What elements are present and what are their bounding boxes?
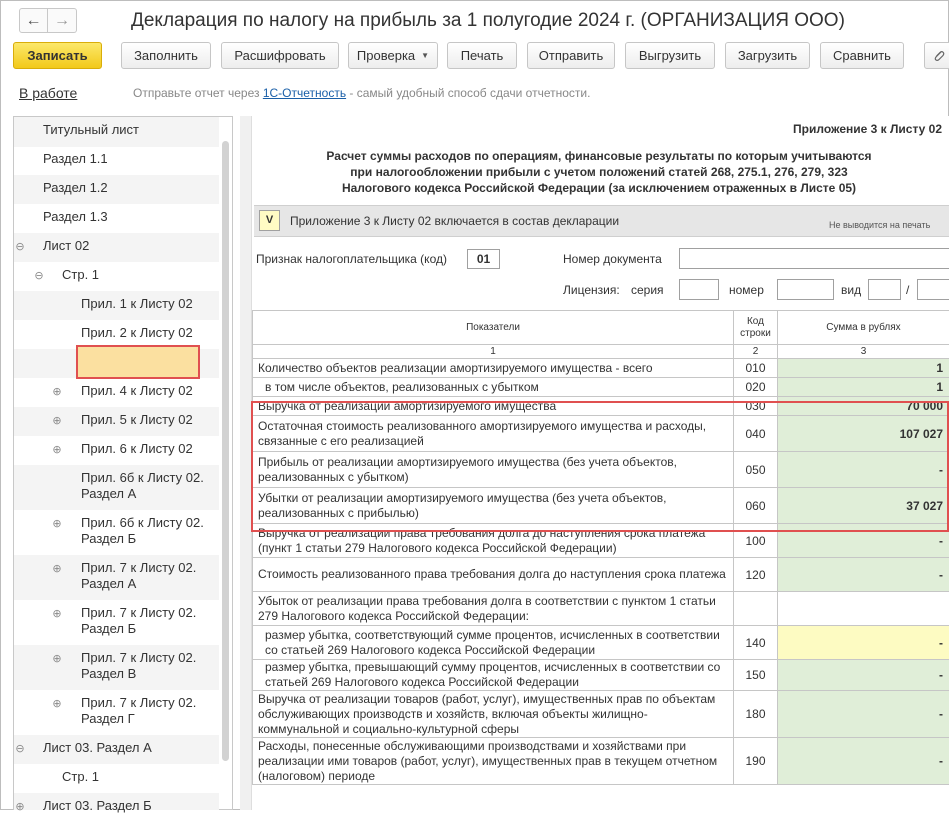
table-row — [253, 452, 949, 488]
tree-item[interactable] — [14, 470, 219, 504]
tree-item-label: Стр. 1 — [62, 267, 99, 283]
row-description: Остаточная стоимость реализованного амортизируемого имущества и расходы, связанные с его реализацией — [253, 416, 734, 452]
row-description: Убытки от реализации амортизируемого имущества (без учета объектов, реализованных с прибылью) — [253, 488, 734, 524]
row-code: 180 — [734, 691, 778, 738]
row-description: Стоимость реализованного права требования долга до наступления срока платежа — [253, 558, 734, 592]
table-row — [253, 626, 949, 660]
table-row — [253, 558, 949, 592]
row-value-cell[interactable]: - — [778, 452, 949, 488]
collapse-icon[interactable]: ⊖ — [14, 239, 26, 255]
expand-icon[interactable]: ⊕ — [51, 696, 63, 712]
row-code: 010 — [734, 359, 778, 378]
col-number: 3 — [778, 345, 949, 359]
tree-item-label: Прил. 7 к Листу 02. Раздел В — [81, 650, 196, 682]
tree-item-label: Титульный лист — [43, 122, 139, 138]
table-row — [253, 359, 949, 378]
table-row — [253, 416, 949, 452]
col-number: 2 — [734, 345, 778, 359]
row-code: 040 — [734, 416, 778, 452]
tree-item[interactable] — [14, 267, 219, 285]
row-code — [734, 592, 778, 626]
send-button[interactable]: Отправить — [527, 42, 615, 69]
row-code: 060 — [734, 488, 778, 524]
info-line — [133, 86, 590, 100]
col-number: 1 — [253, 345, 734, 359]
row-code: 100 — [734, 524, 778, 558]
row-description: размер убытка, соответствующий сумме процентов, исчисленных в соответствии со статьей 269 Налогового кодекса Российской Федерации — [253, 626, 734, 660]
header-code — [734, 311, 778, 345]
form-title-line: Налогового кодекса Российской Федерации (за исключением отраженных в Листе 05) — [255, 180, 943, 196]
expand-icon[interactable]: ⊕ — [51, 651, 63, 667]
row-value-cell[interactable]: 1 — [778, 378, 949, 397]
kind-label: вид — [841, 283, 861, 297]
tree-item[interactable] — [14, 151, 219, 169]
row-value-cell — [778, 592, 949, 626]
taxpayer-label: Признак налогоплательщика (код) — [256, 252, 447, 266]
tree-item-label: Лист 03. Раздел А — [43, 740, 152, 756]
table-row — [253, 397, 949, 416]
number-label: номер — [729, 283, 764, 297]
tree-item[interactable] — [14, 560, 219, 594]
taxpayer-code-field[interactable]: 01 — [467, 249, 500, 269]
row-description: Выручка от реализации права требования долга до наступления срока платежа (пункт 1 статьи 279 Налогового кодекса Российской Федерации) — [253, 524, 734, 558]
info-prefix: Отправьте отчет через — [133, 86, 263, 100]
row-code: 120 — [734, 558, 778, 592]
tree-item[interactable] — [14, 412, 219, 430]
tree-item[interactable] — [14, 441, 219, 459]
tree-selection-highlight — [76, 345, 200, 379]
table-row — [253, 691, 949, 738]
tree-item-label: Прил. 5 к Листу 02 — [81, 412, 193, 428]
header-indicators: Показатели — [253, 311, 734, 345]
fill-button[interactable]: Заполнить — [121, 42, 211, 69]
tree-item-label: Прил. 6б к Листу 02. Раздел А — [81, 470, 204, 502]
row-description: Выручка от реализации товаров (работ, услуг), имущественных прав по объектам обслуживающих производств и хозяйств, включая объекты жилищно-коммунальной и социально-культурной сферы — [253, 691, 734, 738]
collapse-icon[interactable]: ⊖ — [33, 268, 45, 284]
row-value-cell[interactable]: 37 027 — [778, 488, 949, 524]
check-dropdown[interactable] — [348, 42, 438, 69]
header-code-l2: строки — [740, 328, 771, 339]
tree-item-label: Прил. 7 к Листу 02. Раздел А — [81, 560, 196, 592]
compare-button[interactable]: Сравнить — [820, 42, 904, 69]
form-title-line: при налогообложении прибыли с учетом положений статей 268, 275.1, 276, 279, 323 — [255, 164, 943, 180]
appendix-header: Приложение 3 к Листу 02 — [793, 122, 942, 136]
paperclip-icon — [932, 49, 946, 63]
expand-icon[interactable]: ⊕ — [51, 516, 63, 532]
row-description: в том числе объектов, реализованных с убытком — [253, 378, 734, 397]
row-code: 050 — [734, 452, 778, 488]
tree-item-label: Прил. 2 к Листу 02 — [81, 325, 193, 341]
table-row — [253, 378, 949, 397]
collapse-icon[interactable]: ⊖ — [14, 741, 26, 757]
tree-item[interactable] — [14, 383, 219, 401]
check-label: Проверка — [357, 48, 415, 63]
license-label: Лицензия: — [563, 283, 620, 297]
tree-item[interactable] — [14, 798, 219, 816]
row-value-cell[interactable]: - — [778, 558, 949, 592]
form-title-line: Расчет суммы расходов по операциям, финансовые результаты по которым учитываются — [255, 148, 943, 164]
form-left-gutter — [240, 116, 252, 810]
tree-item-label: Прил. 1 к Листу 02 — [81, 296, 193, 312]
row-description: Выручка от реализации амортизируемого имущества — [253, 397, 734, 416]
tree-item[interactable] — [14, 769, 219, 787]
tree-item-label: Стр. 1 — [62, 769, 99, 785]
tree-item-label: Раздел 1.2 — [43, 180, 108, 196]
license-number-field[interactable] — [777, 279, 834, 300]
row-value-cell[interactable]: - — [778, 691, 949, 738]
row-code: 030 — [734, 397, 778, 416]
print-button[interactable]: Печать — [447, 42, 517, 69]
tree-item[interactable] — [14, 296, 219, 314]
row-description: размер убытка, превышающий сумму процентов, исчисленных в соответствии со статьей 269 Налогового кодекса Российской Федерации — [253, 660, 734, 691]
row-code: 190 — [734, 738, 778, 785]
row-value-cell[interactable]: - — [778, 738, 949, 785]
row-description: Количество объектов реализации амортизируемого имущества - всего — [253, 359, 734, 378]
expand-icon[interactable]: ⊕ — [51, 413, 63, 429]
table-row — [253, 488, 949, 524]
tree-item[interactable] — [14, 515, 219, 549]
tree-item[interactable] — [14, 740, 219, 758]
tree-item[interactable] — [14, 180, 219, 198]
tree-item[interactable] — [14, 650, 219, 684]
row-value-cell[interactable]: 107 027 — [778, 416, 949, 452]
tree-scrollbar[interactable] — [222, 141, 229, 761]
expand-icon[interactable]: ⊕ — [51, 384, 63, 400]
include-checkbox[interactable]: V — [259, 210, 280, 231]
row-code: 020 — [734, 378, 778, 397]
header-code-l1: Код — [747, 316, 764, 327]
row-value-cell[interactable]: 1 — [778, 359, 949, 378]
license-kind-field[interactable] — [868, 279, 901, 300]
row-description: Прибыль от реализации амортизируемого имущества (без учета объектов, реализованных с убытком) — [253, 452, 734, 488]
export-button[interactable]: Выгрузить — [625, 42, 715, 69]
table-row — [253, 592, 949, 626]
info-suffix: - самый удобный способ сдачи отчетности. — [346, 86, 590, 100]
tree-item[interactable] — [14, 605, 219, 639]
indicators-table — [252, 310, 949, 785]
attach-button[interactable] — [924, 42, 949, 69]
tree-item[interactable] — [14, 122, 219, 140]
expand-icon[interactable]: ⊕ — [51, 561, 63, 577]
tree-item-label: Лист 03. Раздел Б — [43, 798, 152, 814]
chevron-down-icon: ▼ — [421, 51, 429, 60]
arrow-right-icon: → — [54, 12, 70, 30]
license-series-field[interactable] — [679, 279, 719, 300]
header-sum: Сумма в рублях — [778, 311, 949, 345]
expand-icon[interactable]: ⊕ — [51, 442, 63, 458]
tree-item-label: Лист 02 — [43, 238, 89, 254]
tree-item-label: Раздел 1.3 — [43, 209, 108, 225]
save-button[interactable]: Записать — [13, 42, 102, 69]
import-button[interactable]: Загрузить — [725, 42, 810, 69]
series-label: серия — [631, 283, 664, 297]
row-code: 140 — [734, 626, 778, 660]
license-kind-field-2[interactable] — [917, 279, 949, 300]
tree-item-label: Прил. 6 к Листу 02 — [81, 441, 193, 457]
doc-number-label: Номер документа — [563, 252, 662, 266]
tree-item[interactable] — [14, 238, 219, 256]
tree-item[interactable] — [14, 325, 219, 343]
row-value-cell[interactable]: - — [778, 660, 949, 691]
status-link[interactable]: В работе — [19, 85, 77, 101]
row-value-cell[interactable]: 70 000 — [778, 397, 949, 416]
table-row — [253, 524, 949, 558]
tree-item-label: Прил. 4 к Листу 02 — [81, 383, 193, 399]
row-value-cell[interactable]: - — [778, 524, 949, 558]
decode-button[interactable]: Расшифровать — [221, 42, 339, 69]
slash-separator: / — [906, 283, 909, 297]
table-row — [253, 660, 949, 691]
back-button[interactable] — [19, 8, 48, 33]
reporting-link[interactable]: 1С-Отчетность — [263, 86, 346, 100]
expand-icon[interactable]: ⊕ — [14, 799, 26, 815]
row-description: Расходы, понесенные обслуживающими производствами и хозяйствами при реализации ими товаров (работ, услуг), имущественных прав в текущем отчетном (налоговом) периоде — [253, 738, 734, 785]
window-title: Декларация по налогу на прибыль за 1 полугодие 2024 г. (ОРГАНИЗАЦИЯ ООО) — [131, 10, 845, 32]
include-text: Приложение 3 к Листу 02 включается в состав декларации — [290, 214, 619, 228]
tree-item-label: Прил. 6б к Листу 02. Раздел Б — [81, 515, 204, 547]
form-title — [255, 148, 943, 196]
forward-button[interactable] — [48, 8, 77, 33]
row-value-cell[interactable]: - — [778, 626, 949, 660]
not-printed-note: Не выводится на печать — [829, 220, 930, 230]
doc-number-field[interactable] — [679, 248, 949, 269]
expand-icon[interactable]: ⊕ — [51, 606, 63, 622]
tree-item-label: Прил. 7 к Листу 02. Раздел Г — [81, 695, 196, 727]
table-row — [253, 738, 949, 785]
tree-item-label: Прил. 7 к Листу 02. Раздел Б — [81, 605, 196, 637]
row-description: Убыток от реализации права требования долга в соответствии с пунктом 1 статьи 279 Налогового кодекса Российской Федерации: — [253, 592, 734, 626]
row-code: 150 — [734, 660, 778, 691]
tree-item-label: Раздел 1.1 — [43, 151, 108, 167]
tree-item[interactable] — [14, 209, 219, 227]
tree-item[interactable] — [14, 695, 219, 729]
arrow-left-icon: ← — [26, 12, 42, 30]
